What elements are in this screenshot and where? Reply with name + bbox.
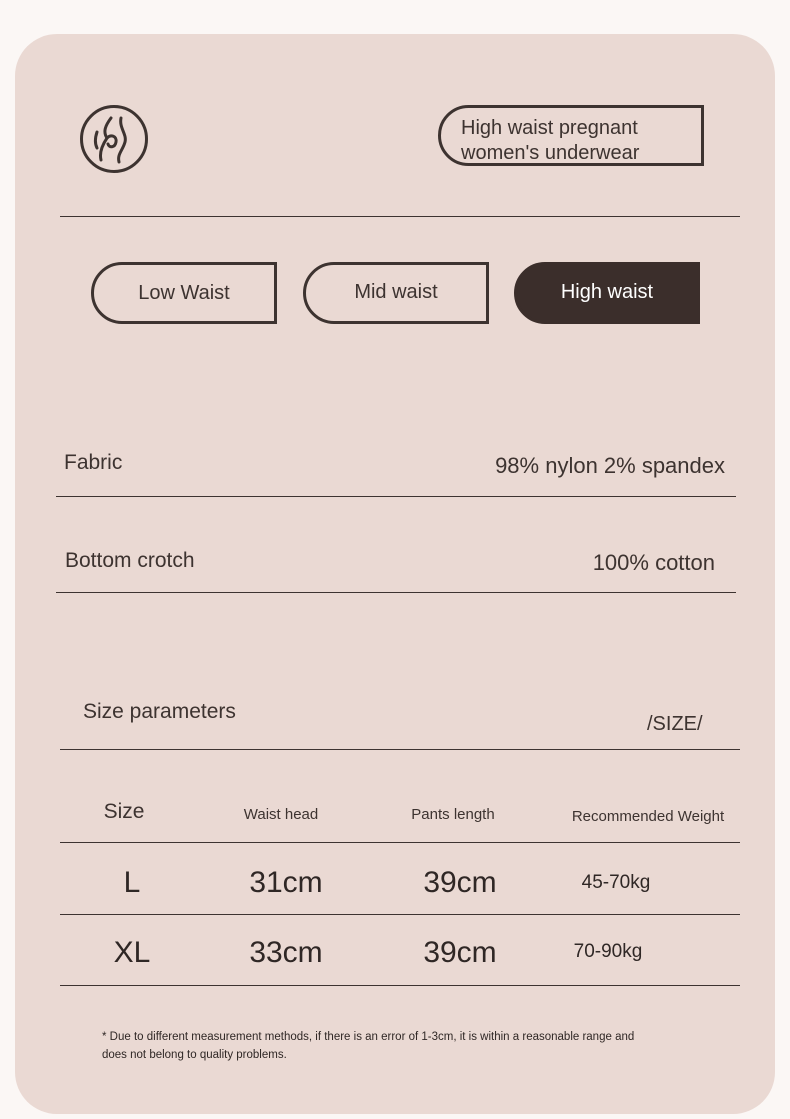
measurement-note	[102, 1028, 702, 1064]
table-divider	[60, 914, 740, 915]
table-cell-waist: 33cm	[249, 936, 323, 969]
table-cell-size: L	[123, 866, 141, 899]
spec-value-fabric: 98% nylon 2% spandex	[495, 453, 725, 478]
size-section-divider	[60, 749, 740, 750]
table-cell-size: XL	[113, 936, 151, 969]
measurement-note-line2: does not belong to quality problems.	[102, 1049, 287, 1061]
spec-label-crotch: Bottom crotch	[65, 549, 195, 572]
waist-option-mid[interactable]	[303, 262, 489, 324]
size-section-title: Size parameters	[83, 700, 236, 723]
waist-option-low[interactable]	[91, 262, 277, 324]
table-divider	[60, 985, 740, 986]
measurement-note-line1: * Due to different measurement methods, if there is an error of 1-3cm, it is within a reasonable range and	[102, 1031, 635, 1043]
table-header-waist: Waist head	[243, 806, 319, 823]
spec-label-fabric: Fabric	[64, 451, 123, 474]
spec-divider	[56, 496, 736, 497]
table-cell-length: 39cm	[423, 936, 497, 969]
header-divider	[60, 216, 740, 217]
table-cell-length: 39cm	[423, 866, 497, 899]
table-header-weight: Recommended Weight	[571, 808, 725, 825]
table-cell-weight: 70-90kg	[573, 941, 643, 962]
pregnant-silhouette-icon	[80, 105, 148, 173]
waist-option-label: Low Waist	[138, 282, 230, 304]
product-title-line1: High waist pregnant	[461, 117, 638, 139]
table-header-length: Pants length	[411, 806, 495, 823]
waist-option-label: High waist	[560, 281, 654, 303]
product-title-line2: women's underwear	[461, 142, 640, 164]
spec-divider	[56, 592, 736, 593]
table-divider	[60, 842, 740, 843]
waist-option-label: Mid waist	[354, 281, 438, 303]
table-cell-waist: 31cm	[249, 866, 323, 899]
table-cell-weight: 45-70kg	[581, 872, 651, 893]
waist-option-high[interactable]	[514, 262, 700, 324]
table-header-size: Size	[103, 800, 145, 823]
product-title-box	[438, 105, 704, 166]
size-tag: /SIZE/	[647, 713, 703, 735]
spec-value-crotch: 100% cotton	[592, 550, 715, 575]
